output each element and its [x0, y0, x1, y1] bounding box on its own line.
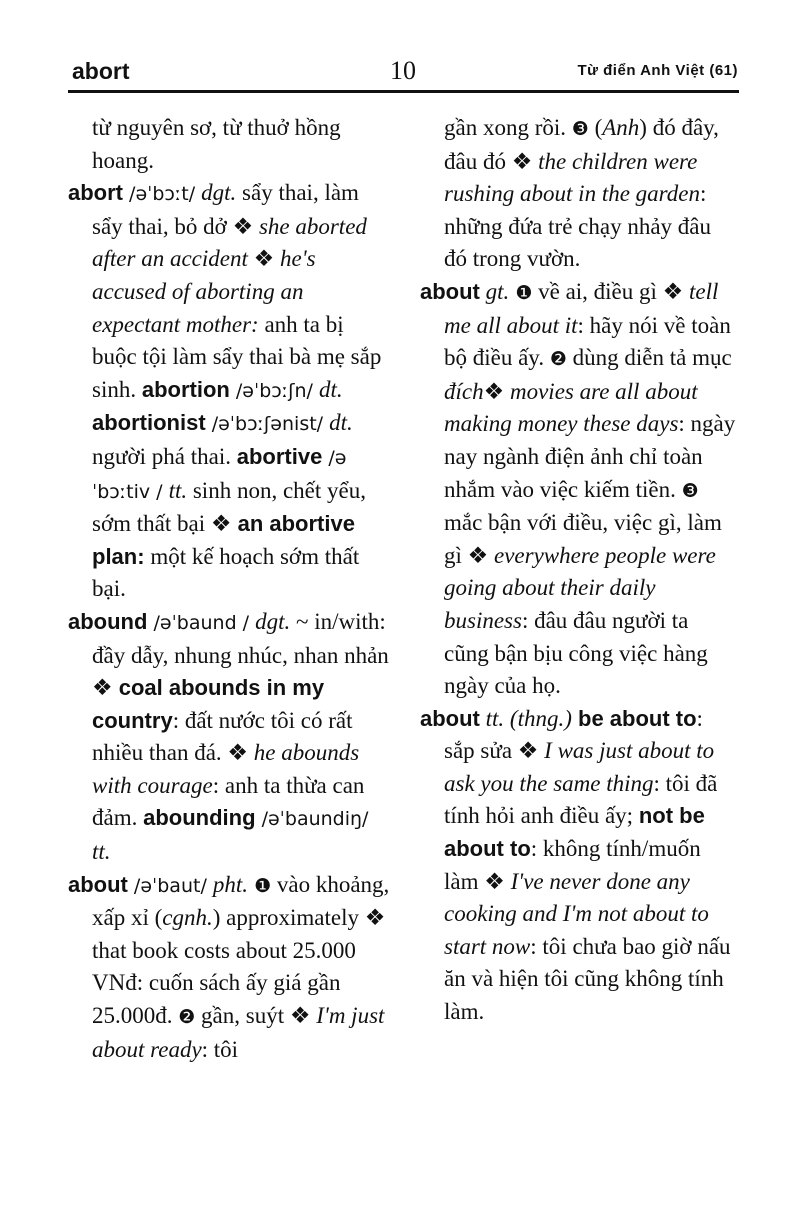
definition: ) approximately	[212, 905, 365, 931]
definition-italic: đích	[444, 378, 484, 404]
pronunciation: /əˈbɔːʃn/	[229, 379, 319, 402]
right-column	[420, 112, 738, 1029]
translation: gần xong rồi.	[444, 115, 572, 140]
definition: vào khoảng, xấp xỉ (	[92, 871, 390, 931]
part-of-speech: tt. (thng.)	[479, 705, 572, 731]
definition: gần, suýt	[195, 1003, 290, 1029]
headword: about	[420, 705, 480, 731]
example-marker: ❖	[289, 1003, 311, 1029]
example: coal abounds in my country	[92, 675, 325, 733]
definition: ~ in/with: đầy dẫy, nhung nhúc, nhan nhản	[92, 608, 389, 668]
sense-number: ❶	[248, 874, 272, 897]
translation: : đâu đâu người ta cũng bận bịu công việc hàng ngày của họ.	[444, 607, 708, 699]
sense-number: ❸	[571, 118, 589, 140]
part-of-speech: pht.	[212, 871, 249, 897]
definition: mắc bận với điều, việc gì, làm gì	[444, 510, 722, 568]
part-of-speech: gt.	[479, 278, 510, 304]
definition: ) đó đây, đâu đó	[444, 115, 719, 174]
pronunciation: /əˈbaut/	[127, 874, 213, 897]
headword: abound	[68, 608, 148, 634]
definition: : sắp sửa	[444, 705, 703, 764]
example-marker: ❖	[210, 511, 232, 537]
translation: một kế hoạch sớm thất bại.	[92, 543, 360, 602]
headword: abort	[68, 180, 123, 206]
left-column	[68, 112, 390, 1066]
translation: : đất nước tôi có rất nhiều than đá.	[92, 707, 353, 766]
definition: dùng diễn tả mục	[566, 345, 732, 371]
example: I'm just about ready	[92, 1003, 385, 1062]
abbreviation: Anh	[602, 115, 640, 140]
sense-number: ❷	[549, 348, 567, 371]
example: everywhere people were going about their daily business	[444, 542, 716, 633]
example: an abortive plan:	[92, 511, 355, 569]
example: she aborted after an accident	[92, 213, 367, 272]
example-marker: ❖	[511, 148, 533, 174]
example-marker: ❖	[232, 213, 254, 239]
entry-abound	[68, 606, 390, 869]
translation: : ngày nay ngành điện ảnh chỉ toàn nhắm vào việc kiếm tiền.	[444, 411, 736, 502]
translation: : tôi đã tính hỏi anh điều ấy;	[444, 770, 718, 829]
example: the children were rushing about in the garden	[444, 148, 700, 207]
example-marker: ❖	[92, 675, 113, 701]
entry-about-gt	[420, 276, 738, 703]
example-marker: ❖	[484, 868, 505, 894]
headword: abortive	[236, 443, 323, 469]
headword: abortion	[141, 376, 230, 402]
pronunciation: /əˈbaund /	[147, 611, 256, 634]
translation: : anh ta thừa can đảm.	[92, 772, 365, 831]
example: he's accused of aborting an expectant mother:	[92, 246, 316, 337]
headword: about	[420, 278, 480, 304]
book-title: Từ điển Anh Việt (61)	[577, 62, 738, 79]
example-marker: ❖	[517, 738, 539, 764]
paren: (	[588, 115, 603, 140]
translation: : những đứa trẻ chạy nhảy đâu đó trong vườn.	[444, 181, 711, 272]
example: that book costs about 25.000 VNđ: cuốn sách ấy giá gần 25.000đ.	[92, 937, 356, 1029]
translation: anh ta bị buộc tội làm sẩy thai bà mẹ sắp sinh.	[92, 311, 382, 402]
definition: sẩy thai, làm sẩy thai, bỏ dở	[92, 180, 359, 239]
continued-text	[420, 112, 738, 276]
phrase: be about to	[571, 705, 697, 731]
sense-number: ❸	[681, 479, 699, 502]
example-marker: ❖	[662, 278, 684, 304]
part-of-speech: tt.	[168, 477, 188, 503]
example: I've never done any cooking and I'm not about to start now	[444, 868, 709, 959]
entry-about-tt	[420, 703, 738, 1029]
definition: về ai, điều gì	[532, 278, 663, 304]
translation: : tôi	[201, 1036, 239, 1062]
definition: người phá thai.	[92, 443, 237, 469]
entry-abort	[68, 177, 390, 606]
pronunciation: /əˈbɔːt/	[123, 183, 202, 206]
example-marker: ❖	[227, 740, 249, 766]
page-number: 10	[390, 56, 416, 85]
translation: : tôi chưa bao giờ nấu ăn và hiện tôi cũng không tính làm.	[444, 933, 731, 1025]
example-marker: ❖	[467, 542, 489, 568]
abbreviation: cgnh.	[162, 905, 213, 931]
sense-number: ❷	[178, 1006, 196, 1029]
guide-word: abort	[72, 58, 130, 84]
example: tell me all about it	[444, 278, 719, 338]
headword: about	[68, 871, 128, 897]
example: movies are all about making money these days	[444, 378, 698, 437]
continued-text: từ nguyên sơ, từ thuở hồng hoang.	[92, 115, 341, 173]
example-marker: ❖	[364, 905, 386, 931]
pronunciation: /əˈbɔːtiv /	[92, 446, 347, 503]
pronunciation: /əˈbaundiŋ/	[255, 808, 369, 831]
part-of-speech: dgt.	[255, 608, 291, 634]
page-header	[0, 56, 800, 92]
sense-number: ❶	[509, 281, 533, 304]
part-of-speech: dt.	[318, 376, 343, 402]
headword: abortionist	[92, 410, 206, 436]
example-marker: ❖	[253, 246, 275, 272]
headword: abounding	[143, 805, 256, 831]
header-rule	[68, 90, 739, 93]
example: he abounds with courage	[92, 740, 360, 798]
translation: : hãy nói về toàn bộ điều ấy.	[444, 312, 731, 371]
entry-about-pht	[68, 869, 390, 1067]
example-marker: ❖	[483, 378, 505, 404]
part-of-speech: dgt.	[201, 180, 237, 206]
example: I was just about to ask you the same thing	[444, 738, 715, 796]
part-of-speech: dt.	[329, 410, 353, 436]
part-of-speech: tt.	[92, 839, 111, 865]
phrase: not be about to	[444, 803, 705, 862]
pronunciation: /əˈbɔːʃənist/	[205, 413, 330, 436]
definition: : không tính/muốn làm	[444, 836, 701, 894]
definition: sinh non, chết yểu, sớm thất bại	[92, 477, 366, 537]
